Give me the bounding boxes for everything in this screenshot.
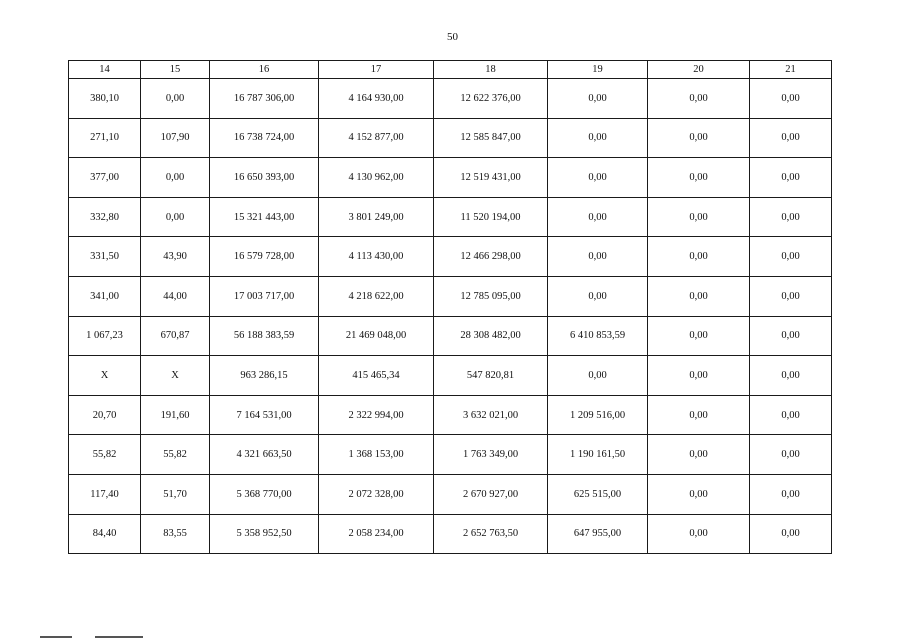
table-cell: 0,00 — [648, 197, 750, 237]
table-cell: 44,00 — [141, 276, 210, 316]
table-cell: 4 218 622,00 — [319, 276, 434, 316]
column-header-20: 20 — [648, 61, 750, 79]
table-cell: 332,80 — [69, 197, 141, 237]
table-cell: 5 368 770,00 — [210, 474, 319, 514]
table-cell: 17 003 717,00 — [210, 276, 319, 316]
column-header-21: 21 — [750, 61, 832, 79]
table-cell: 625 515,00 — [548, 474, 648, 514]
table-cell: 0,00 — [141, 158, 210, 198]
table-cell: 647 955,00 — [548, 514, 648, 554]
table-cell: 2 670 927,00 — [434, 474, 548, 514]
table-row — [69, 118, 832, 158]
table-cell: 16 787 306,00 — [210, 79, 319, 119]
table-cell: 4 130 962,00 — [319, 158, 434, 198]
table-cell: 6 410 853,59 — [548, 316, 648, 356]
table-cell: 0,00 — [750, 158, 832, 198]
table-body — [69, 79, 832, 554]
table-cell: 12 622 376,00 — [434, 79, 548, 119]
table-cell: 331,50 — [69, 237, 141, 277]
table-cell: 963 286,15 — [210, 356, 319, 396]
table-cell: 670,87 — [141, 316, 210, 356]
table-row — [69, 395, 832, 435]
table-cell: 0,00 — [648, 474, 750, 514]
table-row — [69, 158, 832, 198]
column-header-16: 16 — [210, 61, 319, 79]
table-cell: 0,00 — [141, 197, 210, 237]
table-cell: 3 632 021,00 — [434, 395, 548, 435]
table-cell: 0,00 — [750, 514, 832, 554]
table-cell: 377,00 — [69, 158, 141, 198]
table-cell: 0,00 — [750, 237, 832, 277]
table-cell: 1 190 161,50 — [548, 435, 648, 475]
table-row — [69, 356, 832, 396]
table-cell: 0,00 — [648, 79, 750, 119]
table-cell: 2 652 763,50 — [434, 514, 548, 554]
table-cell: 0,00 — [648, 356, 750, 396]
table-cell: 0,00 — [648, 118, 750, 158]
table-cell: 20,70 — [69, 395, 141, 435]
table-cell: 107,90 — [141, 118, 210, 158]
table-cell: 0,00 — [648, 158, 750, 198]
column-header-19: 19 — [548, 61, 648, 79]
table-cell: 2 322 994,00 — [319, 395, 434, 435]
table-cell: 271,10 — [69, 118, 141, 158]
table-cell: 5 358 952,50 — [210, 514, 319, 554]
table-cell: 0,00 — [548, 158, 648, 198]
table-cell: 0,00 — [648, 435, 750, 475]
table-cell: 0,00 — [750, 356, 832, 396]
footer-mark — [40, 636, 72, 638]
table-row — [69, 276, 832, 316]
footer-marks — [40, 636, 150, 640]
table-cell: 0,00 — [648, 395, 750, 435]
header-row — [69, 61, 832, 79]
table-cell: 56 188 383,59 — [210, 316, 319, 356]
table-cell: 12 785 095,00 — [434, 276, 548, 316]
table-cell: 1 209 516,00 — [548, 395, 648, 435]
column-header-14: 14 — [69, 61, 141, 79]
table-cell: X — [69, 356, 141, 396]
table-row — [69, 514, 832, 554]
table-cell: 0,00 — [548, 237, 648, 277]
table-cell: 16 579 728,00 — [210, 237, 319, 277]
table-cell: 2 058 234,00 — [319, 514, 434, 554]
table-cell: 84,40 — [69, 514, 141, 554]
table-cell: 0,00 — [750, 316, 832, 356]
column-header-18: 18 — [434, 61, 548, 79]
table-cell: 55,82 — [69, 435, 141, 475]
footer-mark — [95, 636, 143, 638]
column-header-15: 15 — [141, 61, 210, 79]
table-cell: 0,00 — [750, 276, 832, 316]
table-cell: 0,00 — [648, 237, 750, 277]
table-cell: 16 738 724,00 — [210, 118, 319, 158]
table-cell: 4 164 930,00 — [319, 79, 434, 119]
table-cell: 380,10 — [69, 79, 141, 119]
table-row — [69, 237, 832, 277]
table-cell: 4 321 663,50 — [210, 435, 319, 475]
table-cell: 12 519 431,00 — [434, 158, 548, 198]
table-cell: 0,00 — [548, 356, 648, 396]
table-cell: 2 072 328,00 — [319, 474, 434, 514]
table-cell: 3 801 249,00 — [319, 197, 434, 237]
table-cell: 0,00 — [548, 79, 648, 119]
table-cell: 21 469 048,00 — [319, 316, 434, 356]
table-row — [69, 435, 832, 475]
table-cell: 51,70 — [141, 474, 210, 514]
table-cell: 15 321 443,00 — [210, 197, 319, 237]
column-header-17: 17 — [319, 61, 434, 79]
table-row — [69, 316, 832, 356]
table-row — [69, 79, 832, 119]
table-cell: 0,00 — [548, 276, 648, 316]
table-cell: 0,00 — [548, 197, 648, 237]
table-cell: 12 466 298,00 — [434, 237, 548, 277]
data-table — [68, 60, 832, 554]
table-cell: 0,00 — [750, 474, 832, 514]
table-cell: 0,00 — [648, 316, 750, 356]
table-cell: 4 152 877,00 — [319, 118, 434, 158]
table-cell: 191,60 — [141, 395, 210, 435]
table-cell: 1 368 153,00 — [319, 435, 434, 475]
table-cell: 83,55 — [141, 514, 210, 554]
table-cell: 1 067,23 — [69, 316, 141, 356]
table-cell: 12 585 847,00 — [434, 118, 548, 158]
table-cell: 0,00 — [141, 79, 210, 119]
table-row — [69, 474, 832, 514]
table-cell: 0,00 — [548, 118, 648, 158]
table-cell: 117,40 — [69, 474, 141, 514]
page-number: 50 — [447, 31, 458, 43]
table-cell: 0,00 — [750, 118, 832, 158]
table-row — [69, 197, 832, 237]
table-cell: 7 164 531,00 — [210, 395, 319, 435]
table-cell: 415 465,34 — [319, 356, 434, 396]
table-cell: 1 763 349,00 — [434, 435, 548, 475]
table-cell: 55,82 — [141, 435, 210, 475]
table-cell: 0,00 — [648, 276, 750, 316]
table-cell: 11 520 194,00 — [434, 197, 548, 237]
table-cell: 0,00 — [750, 435, 832, 475]
table-cell: X — [141, 356, 210, 396]
table-cell: 0,00 — [750, 197, 832, 237]
table-cell: 0,00 — [648, 514, 750, 554]
table-cell: 28 308 482,00 — [434, 316, 548, 356]
table-cell: 0,00 — [750, 395, 832, 435]
table-cell: 341,00 — [69, 276, 141, 316]
table-cell: 0,00 — [750, 79, 832, 119]
table-cell: 43,90 — [141, 237, 210, 277]
table-cell: 16 650 393,00 — [210, 158, 319, 198]
table-cell: 4 113 430,00 — [319, 237, 434, 277]
table-cell: 547 820,81 — [434, 356, 548, 396]
